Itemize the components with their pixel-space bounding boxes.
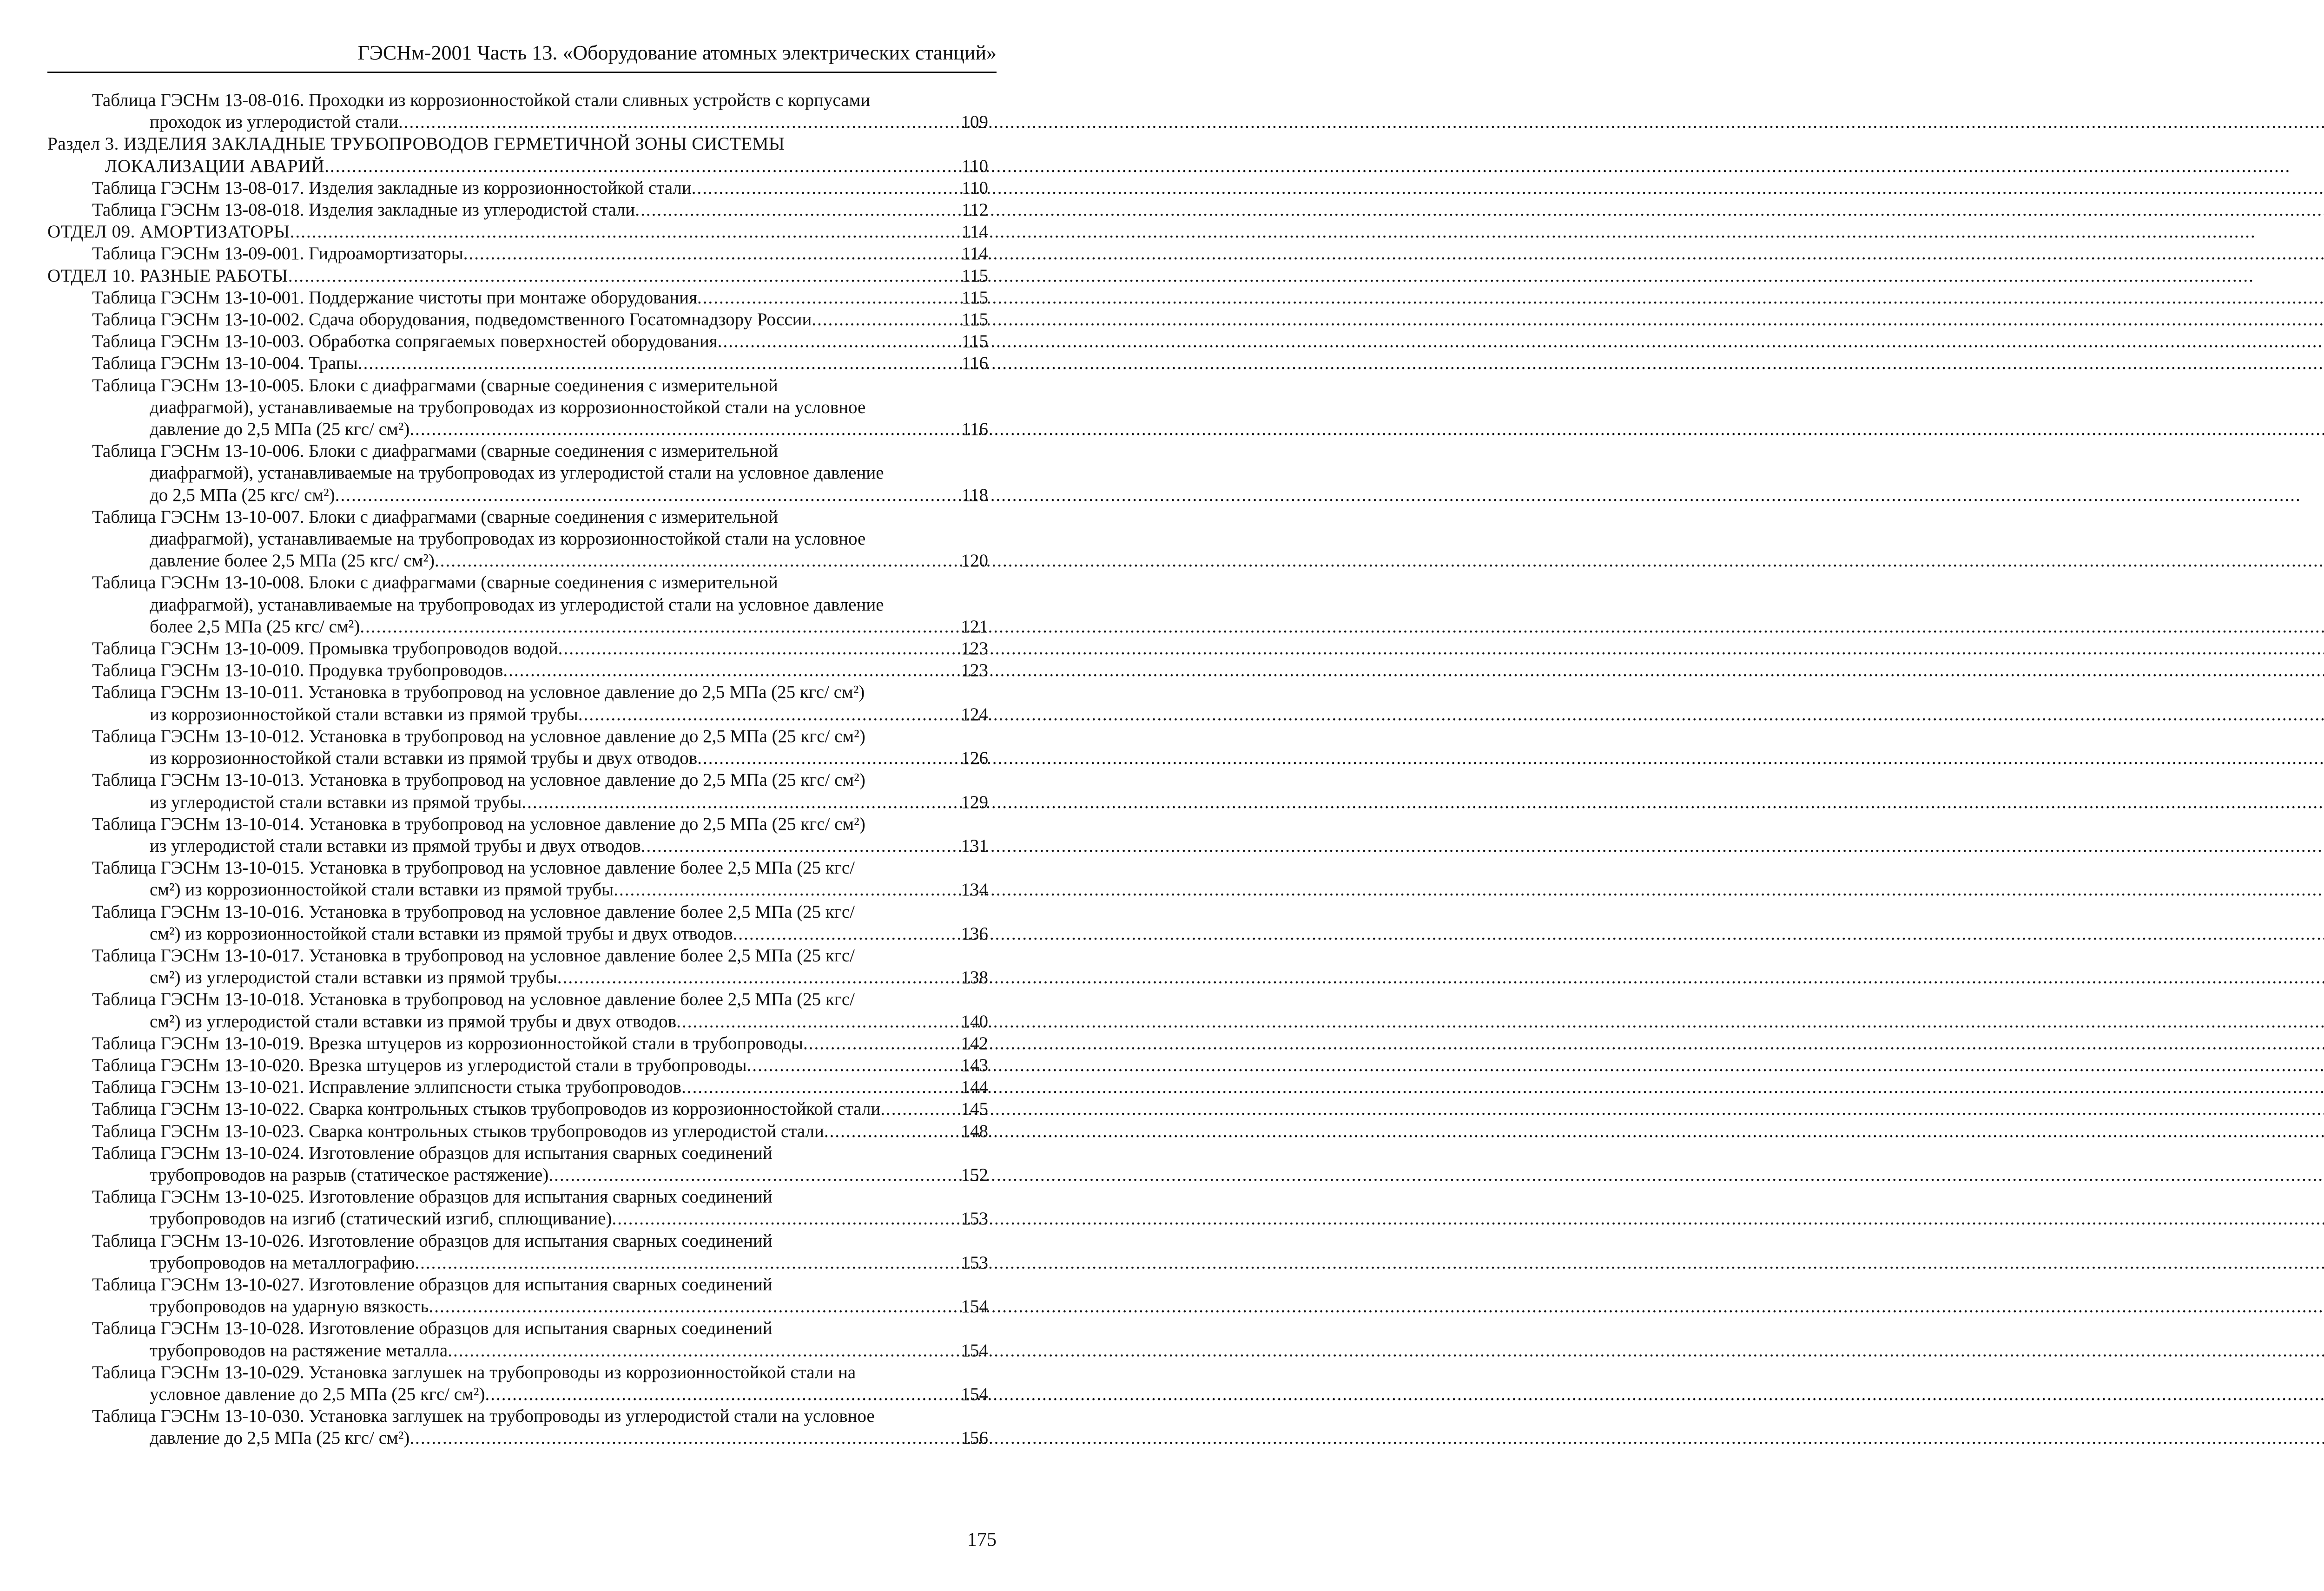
toc-leader-dots bbox=[503, 659, 958, 681]
toc-entry-text: Таблица ГЭСНм 13-09-001. Гидроамортизаторы bbox=[92, 243, 463, 264]
toc-table-entry[interactable] bbox=[47, 659, 988, 681]
toc-table-entry[interactable] bbox=[47, 1274, 988, 1317]
toc-table-entry[interactable] bbox=[47, 572, 988, 638]
toc-entry-line bbox=[47, 221, 988, 243]
toc-leader-dots bbox=[448, 1340, 958, 1361]
toc-entry-text: Таблица ГЭСНм 13-10-011. Установка в трубопровод на условное давление до 2,5 МПа (25 кгс/ см²) bbox=[92, 682, 865, 703]
toc-page-number: 112 bbox=[961, 200, 988, 220]
toc-entry-text: Таблица ГЭСНм 13-10-012. Установка в трубопровод на условное давление до 2,5 МПа (25 кгс/ см²) bbox=[92, 726, 865, 746]
toc-entry-line bbox=[92, 1295, 988, 1317]
toc-entry-text: см²) из коррозионностойкой стали вставки из прямой трубы и двух отводов bbox=[150, 923, 733, 944]
toc-entry-text: Таблица ГЭСНм 13-10-026. Изготовление образцов для испытания сварных соединений bbox=[92, 1230, 772, 1251]
toc-page-number: 115 bbox=[961, 265, 988, 286]
toc-entry-text: давление до 2,5 МПа (25 кгс/ см²) bbox=[150, 419, 410, 440]
toc-entry-line bbox=[92, 659, 988, 681]
header-rule bbox=[47, 72, 997, 73]
toc-entry-text: Раздел 3. ИЗДЕЛИЯ ЗАКЛАДНЫЕ ТРУБОПРОВОДОВ ГЕРМЕТИЧНОЙ ЗОНЫ СИСТЕМЫ bbox=[47, 134, 785, 154]
toc-entry-line bbox=[92, 418, 988, 440]
toc-entry-text: Таблица ГЭСНм 13-10-027. Изготовление образцов для испытания сварных соединений bbox=[92, 1274, 772, 1295]
toc-table-entry[interactable] bbox=[47, 857, 988, 901]
toc-leader-dots bbox=[697, 287, 959, 309]
toc-leader-dots bbox=[824, 1120, 958, 1142]
toc-entry-text: ЛОКАЛИЗАЦИИ АВАРИЙ bbox=[105, 156, 325, 176]
toc-table-entry[interactable] bbox=[47, 177, 988, 199]
toc-table-entry[interactable] bbox=[47, 1054, 988, 1076]
toc-entry-line bbox=[92, 966, 988, 988]
toc-entry-text: Таблица ГЭСНм 13-10-014. Установка в трубопровод на условное давление до 2,5 МПа (25 кгс/ см²) bbox=[92, 814, 865, 834]
toc-table-entry[interactable] bbox=[47, 1120, 988, 1142]
toc-leader-dots bbox=[409, 418, 959, 440]
toc-leader-dots bbox=[747, 1054, 958, 1076]
toc-entry-line bbox=[92, 594, 988, 616]
toc-entry-text: диафрагмой), устанавливаемые на трубопроводах из углеродистой стали на условное давление bbox=[150, 594, 884, 615]
toc-entry-line bbox=[92, 923, 988, 945]
toc-table-entry[interactable] bbox=[47, 1076, 988, 1098]
toc-page-number: 116 bbox=[961, 353, 988, 374]
toc-page-number: 126 bbox=[961, 748, 988, 769]
toc-leader-dots bbox=[398, 111, 958, 133]
toc-leader-dots bbox=[812, 309, 959, 330]
toc-entry-text: более 2,5 МПа (25 кгс/ см²) bbox=[150, 616, 360, 637]
toc-entry-text: Таблица ГЭСНм 13-10-009. Промывка трубопроводов водой bbox=[92, 638, 558, 659]
toc-entry-text: ОТДЕЛ 10. РАЗНЫЕ РАБОТЫ bbox=[47, 265, 288, 286]
toc-table-entry[interactable] bbox=[47, 1142, 988, 1186]
toc-leader-dots bbox=[641, 835, 958, 857]
toc-page-number: 156 bbox=[961, 1428, 988, 1448]
toc-entry-text: Таблица ГЭСНм 13-08-016. Проходки из коррозионностойкой стали сливных устройств с корпусами bbox=[92, 90, 871, 110]
toc-entry-text: Таблица ГЭСНм 13-10-002. Сдача оборудования, подведомственного Госатомнадзору России bbox=[92, 309, 812, 330]
toc-entry-line bbox=[92, 462, 988, 484]
toc-entry-text: Таблица ГЭСНм 13-08-017. Изделия закладные из коррозионностойкой стали bbox=[92, 178, 692, 198]
toc-section-entry[interactable] bbox=[47, 221, 988, 243]
toc-table-entry[interactable] bbox=[47, 945, 988, 988]
toc-entry-line bbox=[92, 287, 988, 309]
toc-entry-line bbox=[92, 309, 988, 330]
toc-entry-line bbox=[92, 1011, 988, 1032]
toc-entry-text: Таблица ГЭСНм 13-10-020. Врезка штуцеров из углеродистой стали в трубопроводы bbox=[92, 1055, 747, 1075]
toc-entry-line bbox=[92, 1361, 988, 1383]
toc-table-entry[interactable] bbox=[47, 352, 988, 374]
toc-table-entry[interactable] bbox=[47, 375, 988, 440]
toc-entry-line bbox=[92, 1142, 988, 1164]
toc-entry-line bbox=[92, 835, 988, 857]
toc-table-entry[interactable] bbox=[47, 330, 988, 352]
toc-entry-text: Таблица ГЭСНм 13-10-023. Сварка контрольных стыков трубопроводов из углеродистой стали bbox=[92, 1121, 824, 1141]
toc-leader-dots bbox=[360, 616, 958, 638]
toc-table-entry[interactable] bbox=[47, 89, 988, 133]
toc-page-number: 138 bbox=[961, 967, 988, 988]
toc-entry-line bbox=[92, 1054, 988, 1076]
toc-entry-line bbox=[47, 133, 988, 155]
toc-page-number: 136 bbox=[961, 923, 988, 944]
toc-section-entry[interactable] bbox=[47, 133, 988, 177]
toc-entry-text: трубопроводов на разрыв (статическое растяжение) bbox=[150, 1164, 549, 1185]
toc-leader-dots bbox=[409, 1427, 958, 1449]
toc-table-entry[interactable] bbox=[47, 988, 988, 1032]
toc-table-entry[interactable] bbox=[47, 506, 988, 572]
toc-table-entry[interactable] bbox=[47, 901, 988, 945]
toc-page-number: 124 bbox=[961, 704, 988, 724]
toc-leader-dots bbox=[558, 638, 958, 659]
toc-entry-text: диафрагмой), устанавливаемые на трубопроводах из коррозионностойкой стали на условное bbox=[150, 397, 866, 417]
toc-page-number: 114 bbox=[961, 243, 988, 264]
toc-page-number: 153 bbox=[961, 1252, 988, 1273]
toc-entry-line bbox=[92, 440, 988, 462]
toc-entry-text: Таблица ГЭСНм 13-10-001. Поддержание чистоты при монтаже оборудования bbox=[92, 287, 698, 308]
toc-entry-text: Таблица ГЭСНм 13-10-004. Трапы bbox=[92, 353, 358, 374]
toc-entry-line bbox=[92, 352, 988, 374]
toc-entry-text: Таблица ГЭСНм 13-10-016. Установка в трубопровод на условное давление более 2,5 МПа (25 кгс/ bbox=[92, 901, 855, 922]
toc-table-entry[interactable] bbox=[47, 1230, 988, 1274]
toc-entry-line bbox=[92, 791, 988, 813]
toc-entry-line bbox=[92, 1032, 988, 1054]
toc-entry-line bbox=[92, 330, 988, 352]
toc-entry-text: Таблица ГЭСНм 13-10-018. Установка в трубопровод на условное давление более 2,5 МПа (25 кгс/ bbox=[92, 989, 855, 1010]
toc-entry-line bbox=[92, 375, 988, 396]
toc-page-number: 115 bbox=[961, 309, 988, 330]
toc-entry-line bbox=[92, 725, 988, 747]
toc-table-entry[interactable] bbox=[47, 440, 988, 506]
toc-leader-dots bbox=[681, 1076, 958, 1098]
toc-entry-text: Таблица ГЭСНм 13-10-005. Блоки с диафрагмами (сварные соединения с измерительной bbox=[92, 375, 778, 395]
toc-entry-text: Таблица ГЭСНм 13-10-006. Блоки с диафрагмами (сварные соединения с измерительной bbox=[92, 441, 778, 461]
toc-leader-dots bbox=[803, 1032, 958, 1054]
toc-entry-line bbox=[92, 879, 988, 901]
page-number: 175 bbox=[967, 1529, 997, 1551]
toc-page-number: 144 bbox=[961, 1077, 988, 1098]
toc-entry-line bbox=[92, 1274, 988, 1295]
toc-page-number: 153 bbox=[961, 1209, 988, 1229]
toc-page-number: 140 bbox=[961, 1011, 988, 1032]
toc-entry-text: Таблица ГЭСНм 13-10-008. Блоки с диафрагмами (сварные соединения с измерительной bbox=[92, 572, 778, 593]
toc-entry-line bbox=[47, 265, 988, 287]
toc-entry-line bbox=[92, 111, 988, 133]
toc-entry-text: до 2,5 МПа (25 кгс/ см²) bbox=[150, 485, 335, 505]
toc-entry-text: условное давление до 2,5 МПа (25 кгс/ см²) bbox=[150, 1384, 485, 1404]
toc-entry-line bbox=[47, 155, 988, 177]
toc-leader-dots bbox=[614, 879, 958, 901]
toc-page-number: 110 bbox=[961, 178, 988, 198]
toc-entry-line bbox=[92, 484, 988, 506]
toc-page-number: 134 bbox=[961, 880, 988, 900]
toc-entry-line bbox=[92, 857, 988, 879]
toc-entry-text: см²) из углеродистой стали вставки из прямой трубы и двух отводов bbox=[150, 1011, 677, 1032]
toc-page-number: 143 bbox=[961, 1055, 988, 1075]
toc-entry-line bbox=[92, 528, 988, 550]
toc-leader-dots bbox=[548, 1164, 958, 1186]
toc-entry-line bbox=[92, 1317, 988, 1339]
toc-page-number: 152 bbox=[961, 1164, 988, 1185]
toc-entry-line bbox=[92, 1383, 988, 1405]
toc-page-number: 110 bbox=[961, 156, 988, 176]
toc-entry-text: Таблица ГЭСНм 13-10-024. Изготовление образцов для испытания сварных соединений bbox=[92, 1143, 772, 1163]
toc-entry-line bbox=[92, 199, 988, 221]
toc-page-number: 154 bbox=[961, 1296, 988, 1317]
toc-table-entry[interactable] bbox=[47, 1098, 988, 1120]
toc-entry-text: из углеродистой стали вставки из прямой трубы bbox=[150, 792, 522, 812]
toc-entry-line bbox=[92, 1164, 988, 1186]
toc-entry-line bbox=[92, 1186, 988, 1208]
toc-entry-line bbox=[92, 703, 988, 725]
toc-entry-text: из коррозионностойкой стали вставки из прямой трубы bbox=[150, 704, 578, 724]
toc-leader-dots bbox=[435, 550, 958, 572]
toc-entry-text: Таблица ГЭСНм 13-08-018. Изделия закладные из углеродистой стали bbox=[92, 200, 635, 220]
toc-entry-line bbox=[92, 1252, 988, 1274]
toc-section-entry[interactable] bbox=[47, 265, 988, 287]
toc-page-number: 115 bbox=[961, 287, 988, 308]
toc-leader-dots bbox=[463, 243, 959, 264]
toc-leader-dots bbox=[733, 923, 958, 945]
toc-page-number: 114 bbox=[961, 222, 988, 242]
toc-leader-dots bbox=[635, 199, 959, 221]
toc-table-entry[interactable] bbox=[47, 1317, 988, 1361]
toc-entry-text: Таблица ГЭСНм 13-10-015. Установка в трубопровод на условное давление более 2,5 МПа (25 кгс/ bbox=[92, 858, 855, 878]
toc-entry-line bbox=[92, 638, 988, 659]
toc-table-entry[interactable] bbox=[47, 725, 988, 769]
toc-entry-line bbox=[92, 1120, 988, 1142]
toc-leader-dots bbox=[697, 747, 958, 769]
toc-page-number: 118 bbox=[961, 485, 988, 505]
toc-page-number: 120 bbox=[961, 551, 988, 571]
toc-table-entry[interactable] bbox=[47, 1032, 988, 1054]
toc-entry-line bbox=[92, 243, 988, 264]
toc-entry-line bbox=[92, 550, 988, 572]
toc-leader-dots bbox=[429, 1295, 958, 1317]
toc-entry-line bbox=[92, 1340, 988, 1361]
toc-entry-line bbox=[92, 89, 988, 111]
toc-entry-text: Таблица ГЭСНм 13-10-029. Установка заглушек на трубопроводы из коррозионностойкой стали на bbox=[92, 1362, 856, 1382]
toc-page-number: 145 bbox=[961, 1099, 988, 1119]
toc-table-entry[interactable] bbox=[47, 309, 988, 330]
toc-entry-text: из углеродистой стали вставки из прямой трубы и двух отводов bbox=[150, 835, 641, 856]
toc-entry-text: давление более 2,5 МПа (25 кгс/ см²) bbox=[150, 551, 435, 571]
toc-entry-text: трубопроводов на металлографию bbox=[150, 1252, 415, 1273]
toc-leader-dots bbox=[676, 1011, 958, 1032]
table-of-contents bbox=[47, 89, 988, 1449]
toc-entry-text: Таблица ГЭСНм 13-10-028. Изготовление образцов для испытания сварных соединений bbox=[92, 1318, 772, 1339]
toc-leader-dots bbox=[485, 1383, 958, 1405]
toc-entry-text: трубопроводов на ударную вязкость bbox=[150, 1296, 429, 1317]
toc-leader-dots bbox=[578, 703, 958, 725]
toc-page-number: 109 bbox=[961, 112, 988, 132]
toc-entry-line bbox=[92, 616, 988, 638]
toc-page-number: 121 bbox=[961, 616, 988, 637]
toc-entry-text: Таблица ГЭСНм 13-10-003. Обработка сопрягаемых поверхностей оборудования bbox=[92, 331, 718, 352]
toc-entry-line bbox=[92, 747, 988, 769]
toc-entry-text: диафрагмой), устанавливаемые на трубопроводах из коррозионностойкой стали на условное bbox=[150, 529, 866, 549]
toc-leader-dots bbox=[557, 966, 958, 988]
toc-page-number: 148 bbox=[961, 1121, 988, 1141]
toc-table-entry[interactable] bbox=[47, 1361, 988, 1405]
toc-entry-line bbox=[92, 813, 988, 835]
toc-table-entry[interactable] bbox=[47, 199, 988, 221]
toc-table-entry[interactable] bbox=[47, 243, 988, 264]
toc-leader-dots bbox=[718, 330, 959, 352]
toc-entry-text: ОТДЕЛ 09. АМОРТИЗАТОРЫ bbox=[47, 222, 290, 242]
toc-table-entry[interactable] bbox=[47, 769, 988, 813]
running-header: ГЭСНм-2001 Часть 13. «Оборудование атомных электрических станций» bbox=[357, 41, 997, 64]
toc-entry-text: Таблица ГЭСНм 13-10-021. Исправление эллипсности стыка трубопроводов bbox=[92, 1077, 682, 1098]
toc-leader-dots bbox=[358, 352, 959, 374]
toc-entry-line bbox=[92, 506, 988, 528]
toc-table-entry[interactable] bbox=[47, 1405, 988, 1449]
toc-entry-text: см²) из углеродистой стали вставки из прямой трубы bbox=[150, 967, 557, 988]
toc-entry-text: см²) из коррозионностойкой стали вставки из прямой трубы bbox=[150, 880, 614, 900]
toc-entry-text: трубопроводов на растяжение металла bbox=[150, 1340, 448, 1361]
toc-entry-text: трубопроводов на изгиб (статический изгиб, сплющивание) bbox=[150, 1209, 612, 1229]
toc-entry-line bbox=[92, 945, 988, 966]
toc-leader-dots bbox=[324, 155, 959, 177]
toc-entry-line bbox=[92, 901, 988, 923]
toc-page-number: 131 bbox=[961, 835, 988, 856]
toc-entry-line bbox=[92, 681, 988, 703]
toc-entry-text: проходок из углеродистой стали bbox=[150, 112, 399, 132]
toc-entry-line bbox=[92, 1230, 988, 1252]
toc-page-number: 154 bbox=[961, 1340, 988, 1361]
toc-leader-dots bbox=[290, 221, 959, 243]
toc-entry-line bbox=[92, 572, 988, 593]
toc-entry-text: Таблица ГЭСНм 13-10-017. Установка в трубопровод на условное давление более 2,5 МПа (25 кгс/ bbox=[92, 945, 855, 966]
toc-entry-line bbox=[92, 1427, 988, 1449]
toc-entry-line bbox=[92, 1405, 988, 1427]
toc-page-number: 123 bbox=[961, 638, 988, 659]
toc-table-entry[interactable] bbox=[47, 1186, 988, 1229]
toc-leader-dots bbox=[288, 265, 959, 287]
toc-page-number: 116 bbox=[961, 419, 988, 440]
toc-entry-text: Таблица ГЭСНм 13-10-030. Установка заглушек на трубопроводы из углеродистой стали на условное bbox=[92, 1406, 875, 1427]
toc-entry-line bbox=[92, 177, 988, 199]
toc-entry-text: Таблица ГЭСНм 13-10-007. Блоки с диафрагмами (сварные соединения с измерительной bbox=[92, 506, 778, 527]
toc-entry-line bbox=[92, 988, 988, 1010]
toc-entry-text: диафрагмой), устанавливаемые на трубопроводах из углеродистой стали на условное давление bbox=[150, 463, 884, 483]
toc-leader-dots bbox=[415, 1252, 958, 1274]
toc-entry-line bbox=[92, 1208, 988, 1229]
toc-table-entry[interactable] bbox=[47, 681, 988, 725]
toc-entry-line bbox=[92, 396, 988, 418]
toc-page-number: 123 bbox=[961, 660, 988, 681]
toc-entry-text: из коррозионностойкой стали вставки из прямой трубы и двух отводов bbox=[150, 748, 698, 769]
toc-entry-text: Таблица ГЭСНм 13-10-022. Сварка контрольных стыков трубопроводов из коррозионностойкой стали bbox=[92, 1099, 881, 1119]
toc-page-number: 142 bbox=[961, 1033, 988, 1053]
toc-page-number: 129 bbox=[961, 792, 988, 812]
toc-table-entry[interactable] bbox=[47, 813, 988, 857]
toc-table-entry[interactable] bbox=[47, 638, 988, 659]
toc-entry-line bbox=[92, 1098, 988, 1120]
toc-leader-dots bbox=[522, 791, 958, 813]
toc-entry-text: давление до 2,5 МПа (25 кгс/ см²) bbox=[150, 1428, 410, 1448]
toc-leader-dots bbox=[335, 484, 959, 506]
toc-entry-text: Таблица ГЭСНм 13-10-025. Изготовление образцов для испытания сварных соединений bbox=[92, 1187, 772, 1207]
toc-entry-text: Таблица ГЭСНм 13-10-019. Врезка штуцеров из коррозионностойкой стали в трубопроводы bbox=[92, 1033, 803, 1053]
toc-page-number: 154 bbox=[961, 1384, 988, 1404]
toc-table-entry[interactable] bbox=[47, 287, 988, 309]
toc-leader-dots bbox=[692, 177, 959, 199]
toc-leader-dots bbox=[880, 1098, 958, 1120]
toc-entry-text: Таблица ГЭСНм 13-10-010. Продувка трубопроводов bbox=[92, 660, 503, 681]
toc-page-number: 115 bbox=[961, 331, 988, 352]
toc-entry-line bbox=[92, 1076, 988, 1098]
toc-entry-text: Таблица ГЭСНм 13-10-013. Установка в трубопровод на условное давление до 2,5 МПа (25 кгс/ см²) bbox=[92, 770, 865, 790]
toc-entry-line bbox=[92, 769, 988, 791]
toc-leader-dots bbox=[612, 1208, 958, 1229]
